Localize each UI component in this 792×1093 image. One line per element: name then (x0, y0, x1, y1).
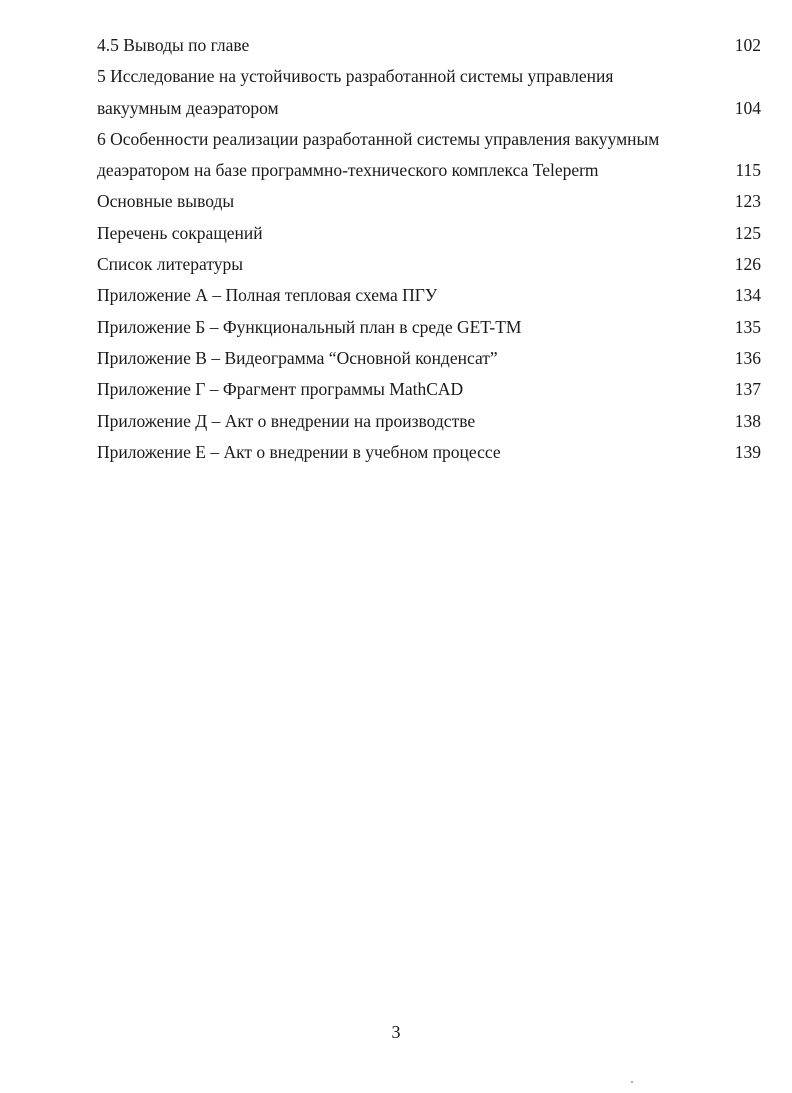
toc-entry (97, 374, 765, 405)
toc-entry-page: 102 (734, 35, 761, 55)
toc-entry (97, 343, 765, 374)
toc-entry-title: деаэратором на базе программно-технического комплекса Teleperm (97, 160, 599, 181)
toc-entry-page: 115 (735, 160, 761, 181)
toc-entry-page: 134 (734, 285, 761, 306)
toc-entry (97, 312, 765, 343)
toc-entry (97, 406, 765, 437)
toc-line (97, 437, 765, 468)
toc-line (97, 93, 765, 124)
toc-entry-title: Приложение Г – Фрагмент программы MathCAD (97, 379, 464, 400)
toc-entry (97, 437, 765, 468)
toc-line (97, 312, 765, 343)
toc-entry-title: 4.5 Выводы по главе (97, 35, 250, 55)
toc-entry-page: 139 (734, 441, 761, 462)
toc-entry-title: Приложение Е – Акт о внедрении в учебном процессе (97, 441, 501, 462)
toc-entry-page: 104 (734, 97, 761, 118)
toc-entry-title: Приложение А – Полная тепловая схема ПГУ (97, 285, 438, 306)
toc-entry-title: Список литературы (97, 254, 244, 275)
toc-line (97, 406, 765, 437)
toc-entry-page: 136 (734, 347, 761, 368)
toc-entry-page: 125 (734, 222, 761, 243)
toc-entry-title: Основные выводы (97, 191, 235, 212)
toc-entry-page: 123 (734, 191, 761, 212)
toc-entry (97, 280, 765, 311)
toc-entry-page: 137 (734, 379, 761, 400)
toc-line (97, 124, 765, 155)
toc-line (97, 249, 765, 280)
toc-line (97, 30, 765, 61)
toc-line (97, 280, 765, 311)
toc-line (97, 61, 765, 92)
toc-entry (97, 61, 765, 124)
toc-line (97, 186, 765, 217)
toc-entry (97, 218, 765, 249)
toc-entry (97, 249, 765, 280)
toc-entry-page: 138 (734, 410, 761, 431)
toc-entry-title: Приложение Б – Функциональный план в среде GET-TM (97, 316, 522, 337)
toc-entry-title: Приложение Д – Акт о внедрении на производстве (97, 410, 476, 431)
toc-entry (97, 30, 765, 61)
toc-entry (97, 124, 765, 187)
toc-entry (97, 186, 765, 217)
page-number: 3 (391, 1022, 401, 1042)
toc-entry-title: 5 Исследование на устойчивость разработанной системы управления (97, 66, 614, 87)
toc-entry-page: 126 (734, 254, 761, 275)
toc-line (97, 155, 765, 186)
toc-line (97, 374, 765, 405)
toc-entry-title: Приложение В – Видеограмма “Основной конденсат” (97, 347, 498, 368)
scan-speck (631, 1081, 633, 1083)
toc-entry-title: 6 Особенности реализации разработанной системы управления вакуумным (97, 128, 660, 149)
toc-line (97, 343, 765, 374)
toc-entry-title: Перечень сокращений (97, 222, 263, 243)
toc-entry-title: вакуумным деаэратором (97, 97, 279, 118)
table-of-contents (97, 30, 765, 468)
toc-entry-page: 135 (734, 316, 761, 337)
toc-line (97, 218, 765, 249)
